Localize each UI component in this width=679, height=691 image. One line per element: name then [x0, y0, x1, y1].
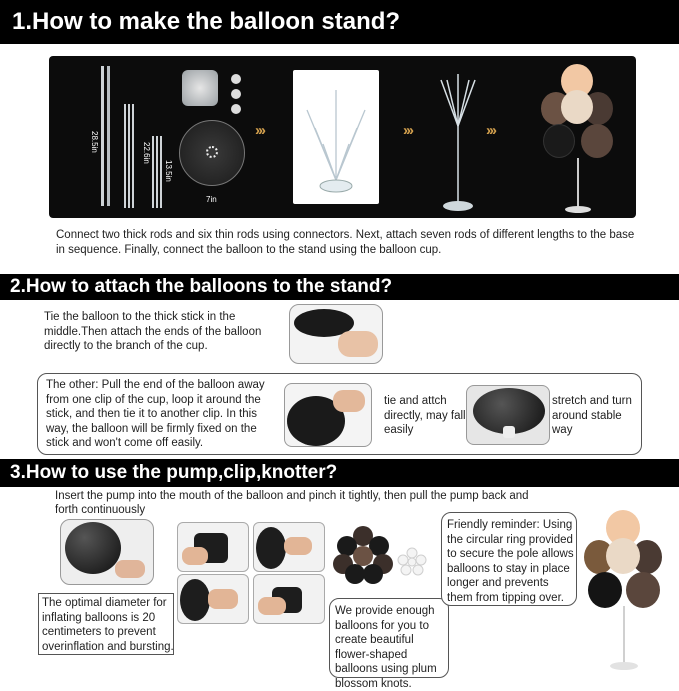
diameter-note: The optimal diameter for inflating balloons is 20 centimeters to prevent overinflation and bursting.: [42, 597, 174, 653]
dimension-label-7in: 7in: [206, 195, 217, 204]
pump-photo: [60, 519, 154, 585]
dimension-label-13in: 13.5in: [164, 160, 173, 182]
knotter-step-photo-2: [253, 574, 325, 624]
section3-title: 3.How to use the pump,clip,knotter?: [0, 459, 679, 487]
caption-unstable: tie and attch directly, may fall easily: [384, 395, 466, 436]
assembly-diagram-panel: [49, 56, 636, 218]
tip1-box: [37, 302, 383, 364]
reminder-text: Friendly reminder: Using the circular ring provided to secure the pole allows balloons to stay in place longer and prevents them from tipping over.: [447, 519, 574, 604]
clip-step-photo-1: [177, 522, 249, 572]
section1-instructions: Connect two thick rods and six thin rods using connectors. Next, attach seven rods of different lengths to the base in sequence. Finally, connect the balloon to the stand using the balloon cup.: [56, 229, 635, 256]
reminder-box: [441, 512, 577, 606]
tip1-text: Tie the balloon to the thick stick in the middle.Then attach the ends of the balloon directly to the branch of the cup.: [44, 311, 262, 352]
plum-blossom-clip-icon: [397, 548, 427, 576]
tie-balloon-photo: [289, 304, 383, 364]
rod-set-illustration: [49, 56, 174, 218]
knotter-step-photo-1: [177, 574, 249, 624]
balloon-bouquet-illustration: [539, 58, 619, 216]
flower-note: We provide enough balloons for you to create beautiful flower-shaped balloons using plum blossom knots.: [335, 605, 437, 690]
loop-clip-photo: [284, 383, 372, 447]
dimension-label-22in: 22.6in: [142, 142, 151, 164]
balloon-bouquet-small: [584, 506, 664, 676]
arrow-icon: ›››: [486, 122, 495, 139]
diameter-note-box: [38, 593, 174, 655]
section2-title: 2.How to attach the balloons to the stand?: [0, 274, 679, 300]
section3-instructions: Insert the pump into the mouth of the balloon and pinch it tightly, then pull the pump back and forth continuously: [55, 490, 529, 516]
flower-note-box: [329, 598, 449, 690]
tip2-box: [37, 373, 642, 455]
arrow-icon: ›››: [403, 122, 412, 139]
assembled-stand-illustration: [433, 66, 483, 214]
dimension-label-28in: 28.5in: [90, 131, 99, 153]
section1-title: 1.How to make the balloon stand?: [0, 0, 679, 44]
tip2-text: The other: Pull the end of the balloon away from one clip of the cup, loop it around the stick, and then tie it to another clip. In this way, the balloon will be firmly fixed on the stick and won't come off easily.: [46, 379, 265, 449]
arrow-icon: ›››: [255, 122, 264, 139]
exploded-stand-illustration: [293, 70, 379, 204]
flower-balloon-cluster: [333, 526, 395, 584]
caption-stable: stretch and turn around stable way: [552, 395, 632, 436]
balloon-cup-photo: [466, 385, 550, 445]
clip-step-photo-2: [253, 522, 325, 572]
base-and-connectors-illustration: [164, 56, 249, 218]
